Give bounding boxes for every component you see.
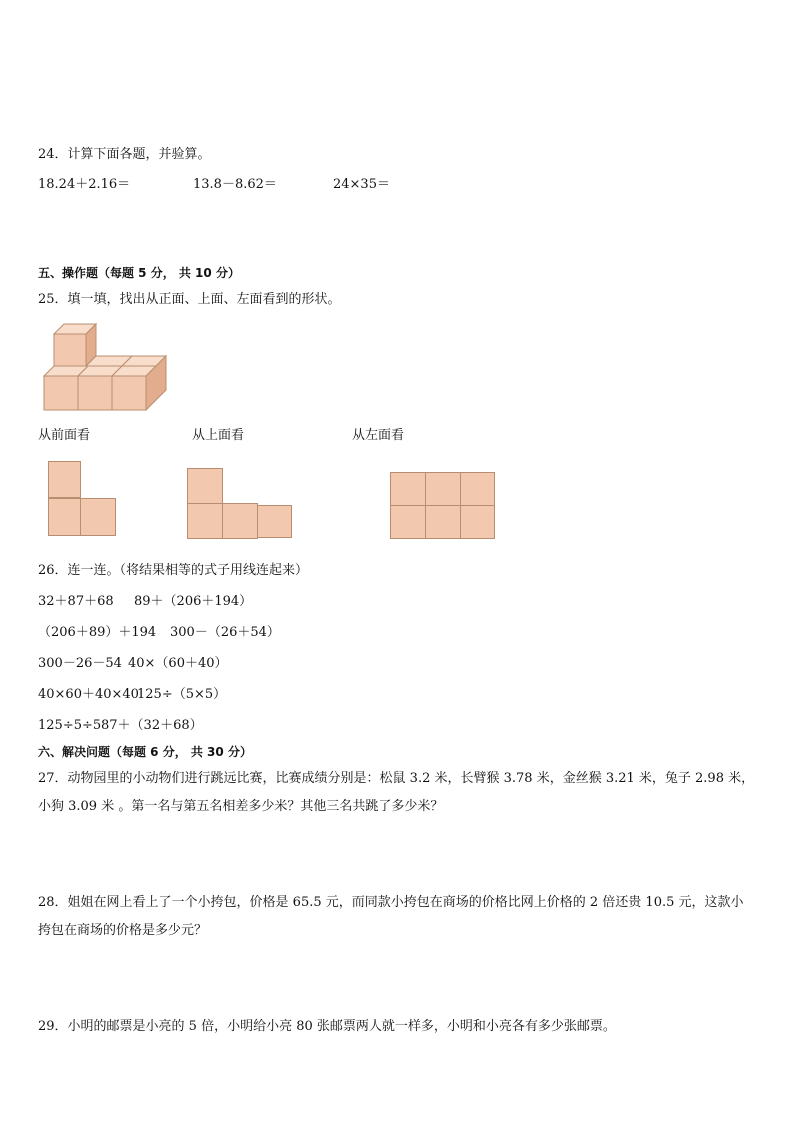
view-square [390,505,426,539]
q26-title: 26．连一连。（将结果相等的式子用线连起来） [38,563,309,578]
cube-front-face [44,376,78,410]
view-square [257,505,292,538]
view-label-front: 从前面看 [38,428,91,443]
view-square [48,498,81,536]
q24-expr-3: 24×35＝ [333,177,390,192]
view-square [222,503,258,539]
q26-right-expr: 40×（60＋40） [128,656,228,671]
view-square [48,461,81,498]
q25-title: 25．填一填，找出从正面、上面、左面看到的形状。 [38,292,341,307]
q24-expr-2: 13.8－8.62＝ [193,177,277,192]
q26-right-expr: 87＋（32＋68） [101,718,203,733]
view-square [80,498,116,536]
q26-left-expr: 32＋87＋68 [38,594,114,609]
view-label-top: 从上面看 [192,428,245,443]
view-square [187,503,223,539]
view-square [425,505,461,539]
q26-right-expr: 89＋（206＋194） [134,594,253,609]
section5-heading: 五、操作题（每题 5 分， 共 10 分） [38,266,240,280]
q24-title: 24．计算下面各题，并验算。 [38,147,211,162]
view-square [425,472,461,506]
q26-left-expr: 300－26－54 [38,656,122,671]
q27-text: 27．动物园里的小动物们进行跳远比赛，比赛成绩分别是：松鼠 3.2 米，长臂猴 3.78 米，金丝猴 3.21 米，兔子 2.98 米，小狗 3.09 米 。第一名与第五名相差多少米？其他三名共跳了多少米？ [38,771,755,814]
q26-left-expr: 40×60＋40×40 [38,687,139,702]
view-square [460,472,495,506]
q29-text: 29．小明的邮票是小亮的 5 倍，小明给小亮 80 张邮票两人就一样多，小明和小亮各有多少张邮票。 [38,1019,616,1034]
view-square [187,468,223,504]
view-label-left: 从左面看 [352,428,405,443]
cube-front-face [78,376,112,410]
cube-stack-figure [40,318,172,414]
q26-left-expr: （206＋89）＋194 [38,625,157,640]
q24-expr-1: 18.24＋2.16＝ [38,177,131,192]
cube-front-face [112,376,146,410]
q26-right-expr: 300－（26＋54） [170,625,280,640]
section6-heading: 六、解决问题（每题 6 分， 共 30 分） [38,745,252,759]
q28-text: 28．姐姐在网上看上了一个小挎包，价格是 65.5 元，而同款小挎包在商场的价格比网上价格的 2 倍还贵 10.5 元，这款小挎包在商场的价格是多少元？ [38,895,744,938]
q26-right-expr: 125÷（5×5） [137,687,227,702]
view-square [390,472,426,506]
view-square [460,505,495,539]
q26-left-expr: 125÷5÷5 [38,718,102,733]
cube-front-face [54,334,86,366]
